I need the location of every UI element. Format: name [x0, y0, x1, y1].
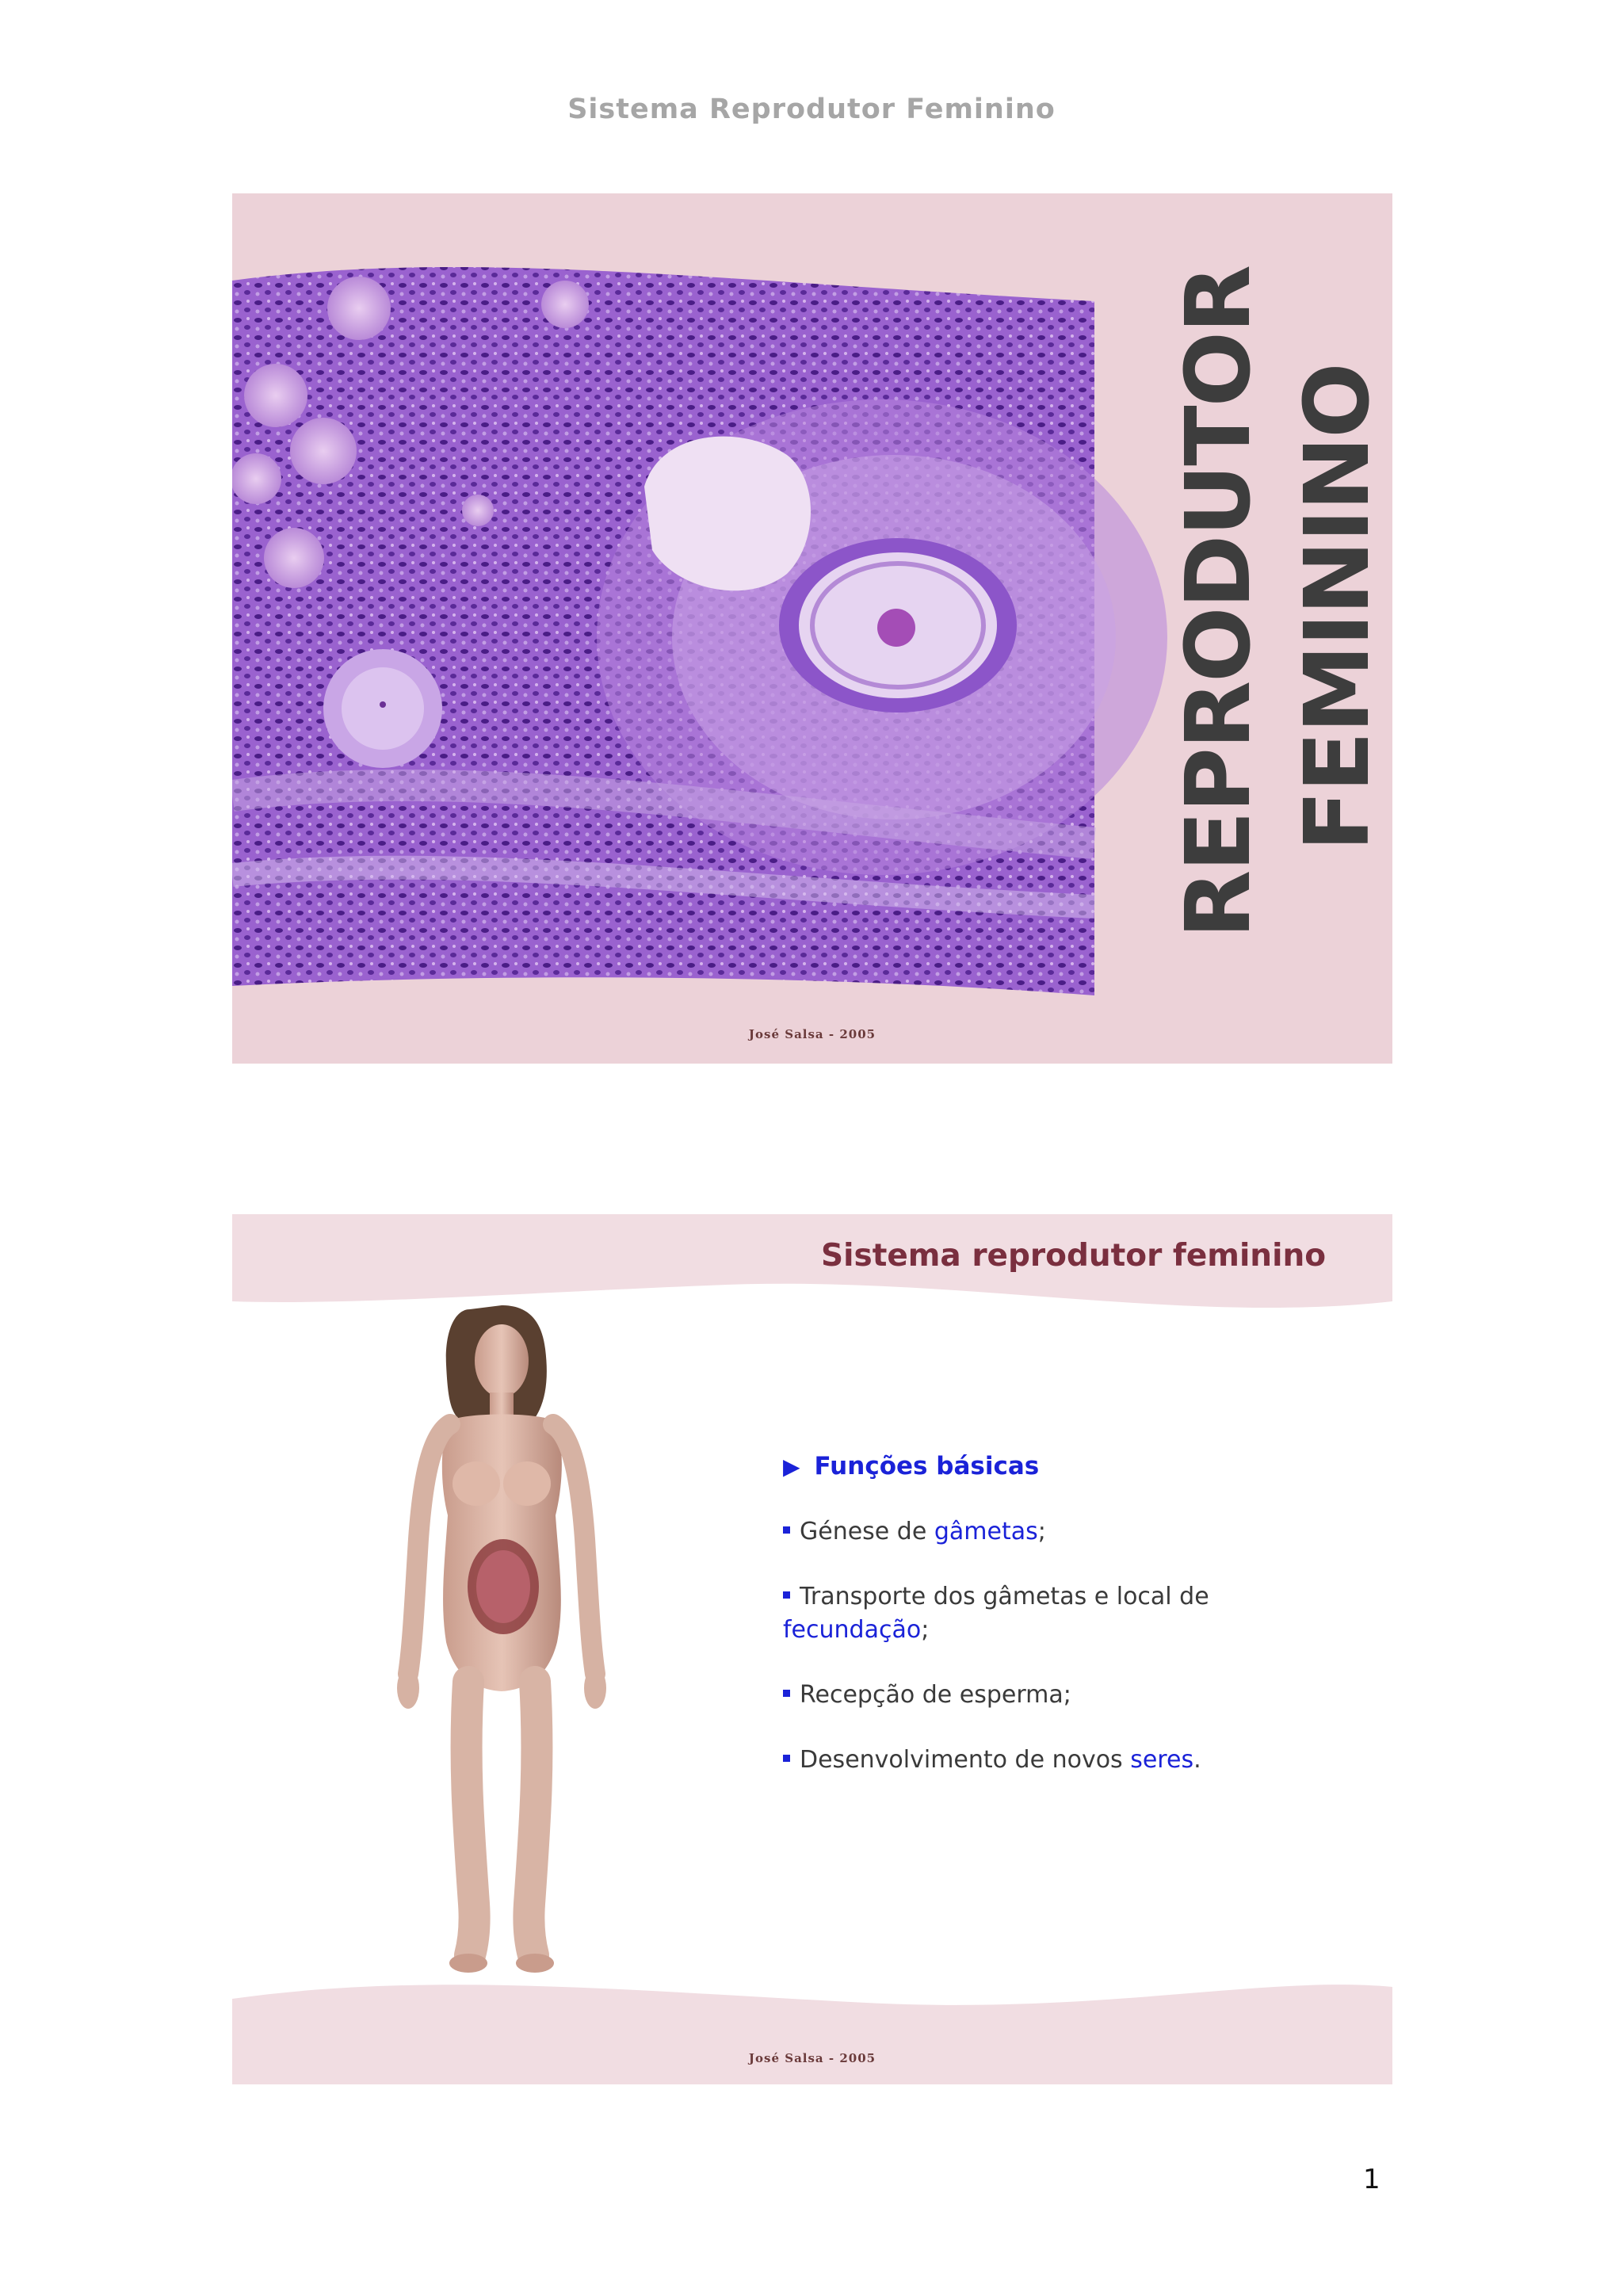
page-number: 1	[1363, 2164, 1381, 2195]
vertical-title-line1: REPRODUTOR	[1167, 266, 1270, 938]
item-text: Desenvolvimento de novos	[800, 1746, 1131, 1774]
slide-title	[232, 193, 1392, 1064]
list-item	[783, 1515, 1338, 1549]
list-item	[783, 1580, 1338, 1647]
bottom-wave-band	[232, 1959, 1392, 2084]
square-bullet-icon	[783, 1526, 790, 1534]
page-header: Sistema Reprodutor Feminino	[567, 94, 1056, 125]
triangle-bullet-icon: ▶	[783, 1453, 800, 1480]
functions-heading	[783, 1452, 1338, 1480]
item-text-end: ;	[921, 1616, 930, 1644]
functions-list	[783, 1452, 1338, 1809]
item-highlight: gâmetas	[934, 1518, 1038, 1545]
item-highlight: fecundação	[783, 1616, 922, 1644]
item-text: Recepção de esperma;	[800, 1681, 1071, 1709]
list-item	[783, 1679, 1338, 1712]
vertical-title-line2: FEMININO	[1286, 364, 1389, 851]
slide-credit: José Salsa - 2005	[748, 1027, 876, 1041]
list-item	[783, 1744, 1338, 1777]
slide-credit: José Salsa - 2005	[748, 2051, 876, 2065]
slide-heading: Sistema reprodutor feminino	[821, 1238, 1326, 1274]
item-text: Génese de	[800, 1518, 934, 1545]
slide-functions	[232, 1214, 1392, 2084]
item-text-end: ;	[1037, 1518, 1046, 1545]
item-text-end: .	[1193, 1746, 1201, 1774]
functions-heading-text: Funções básicas	[814, 1452, 1040, 1480]
square-bullet-icon	[783, 1591, 790, 1599]
square-bullet-icon	[783, 1755, 790, 1762]
item-text: Transporte dos gâmetas e local de	[800, 1583, 1209, 1610]
item-highlight: seres	[1130, 1746, 1194, 1774]
pregnant-figure-image	[375, 1301, 628, 1975]
square-bullet-icon	[783, 1690, 790, 1697]
